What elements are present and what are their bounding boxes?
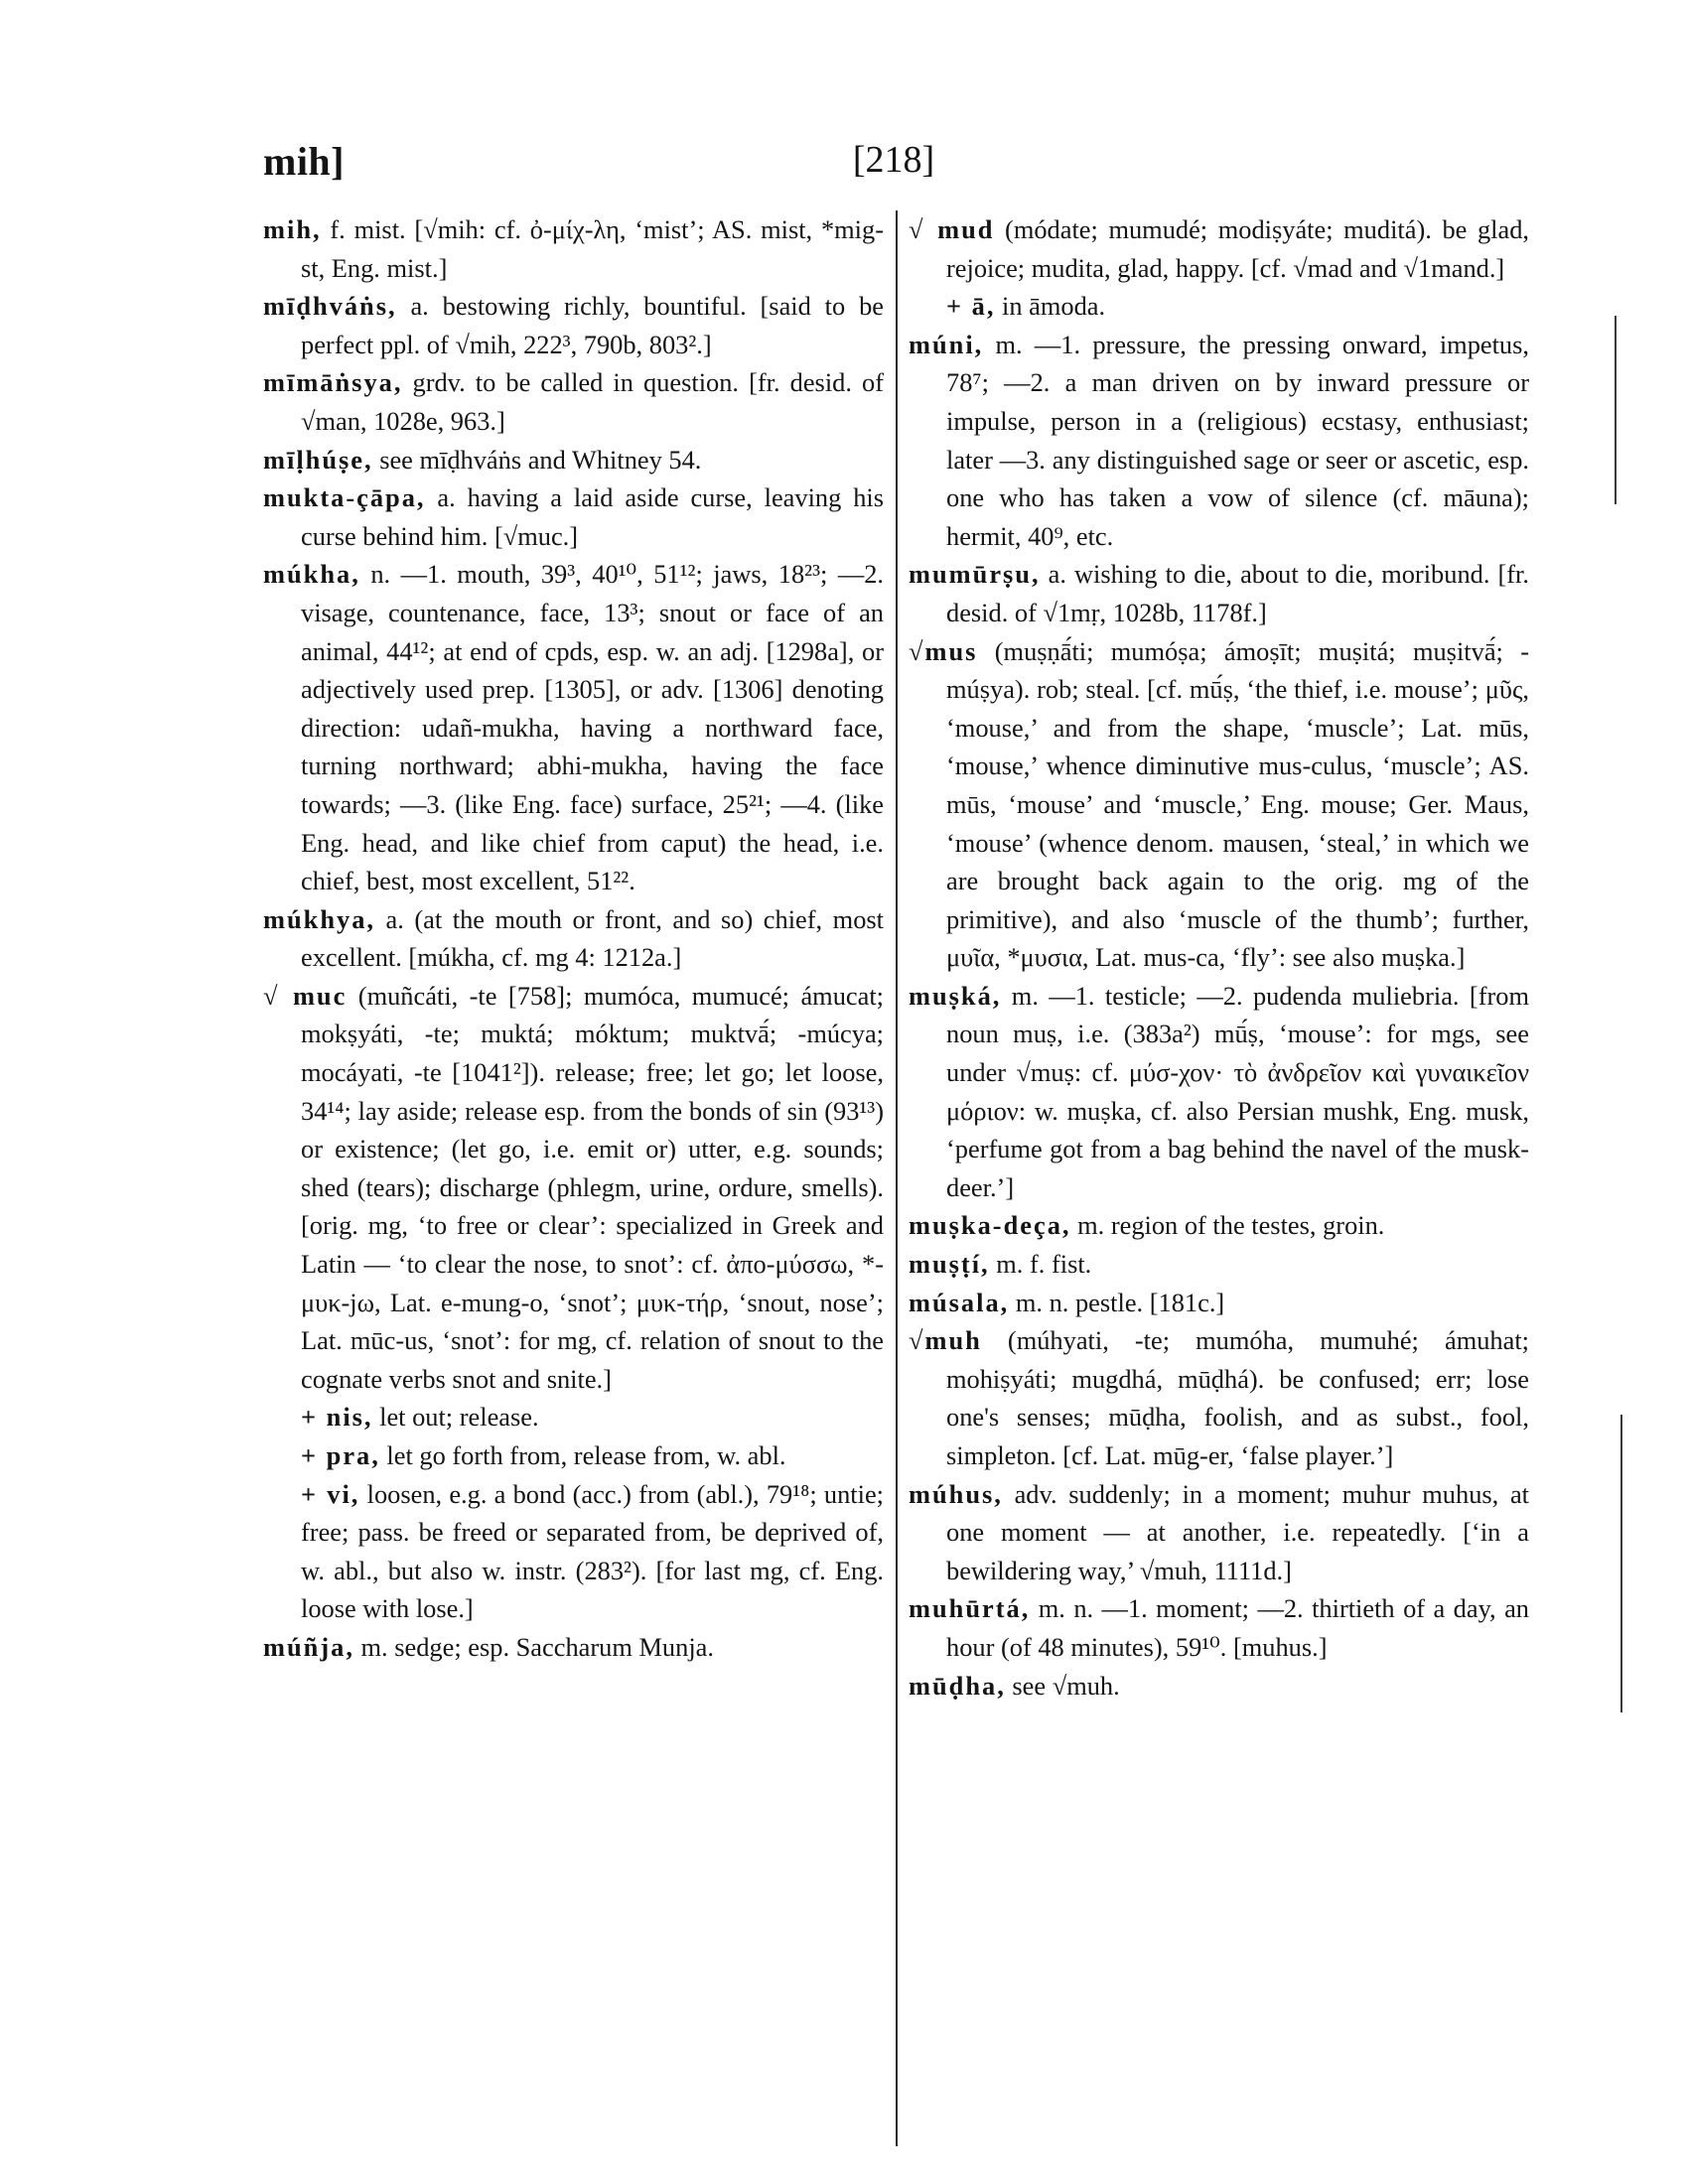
definition: n. —1. mouth, 39³, 40¹⁰, 51¹²; jaws, 18²³; —2. visage, countenance, face, 13³; snout or face of an animal, 44¹²; at end of cpds, esp. w. an adj. [1298a], or adjectively used prep. [1305], or adv. [1306] denoting direction: udañ-mukha, having a northward face, turning northward; abhi-mukha, having the face towards; —3. (like Eng. face) surface, 25²¹; —4. (like Eng. head, and like chief from caput) the head, i.e. chief, best, most excellent, 51²².	[301, 559, 884, 896]
headword: muhūrtá,	[909, 1593, 1031, 1624]
headword: + ā,	[946, 291, 996, 322]
definition: m. f. fist.	[989, 1249, 1092, 1280]
dictionary-entry	[263, 210, 884, 287]
dictionary-entry	[263, 977, 884, 1399]
definition: (múhyati, -te; mumóha, mumuhé; ámuhat; mohiṣyáti; mugdhá, mūḍhá). be confused; err; lose one's senses; mūḍha, foolish, and as subst., fool, simpleton. [cf. Lat. mūg-er, ‘false player.’]	[946, 1325, 1529, 1470]
definition: (módate; mumudé; modiṣyáte; muditá). be glad, rejoice; mudita, glad, happy. [cf. √mad and √1mand.]	[946, 214, 1529, 283]
headword: √muh	[909, 1325, 982, 1356]
dictionary-entry	[263, 1475, 884, 1628]
definition: see mīḍhváṅs and Whitney 54.	[372, 444, 702, 475]
column-divider	[896, 210, 898, 2146]
dictionary-entry	[263, 1398, 884, 1436]
headword: mīḷhúṣe,	[263, 444, 373, 475]
dictionary-entry	[909, 977, 1529, 1207]
dictionary-entry	[909, 1245, 1529, 1284]
dictionary-entry	[909, 555, 1529, 631]
headword: múhus,	[909, 1478, 1003, 1509]
dictionary-entry	[909, 1475, 1529, 1590]
dictionary-entry	[909, 1589, 1529, 1666]
headword: √mus	[909, 635, 978, 666]
definition: m. n. pestle. [181c.]	[1009, 1287, 1225, 1317]
margin-mark	[1615, 316, 1617, 504]
dictionary-entry	[909, 210, 1529, 287]
definition: m. sedge; esp. Saccharum Munja.	[353, 1631, 714, 1662]
dictionary-entry	[909, 1284, 1529, 1322]
headword: muṣka-deça,	[909, 1210, 1071, 1241]
headword: √ mud	[909, 214, 995, 244]
headword: + vi,	[301, 1478, 360, 1509]
guide-word: mih]	[263, 139, 345, 184]
definition: a. bestowing richly, bountiful. [said to be perfect ppl. of √mih, 222³, 790b, 803².]	[301, 291, 884, 359]
dictionary-entry	[263, 1436, 884, 1475]
headword: + pra,	[301, 1440, 380, 1470]
dictionary-entry	[909, 1206, 1529, 1245]
dictionary-entry	[263, 555, 884, 899]
dictionary-entry	[263, 478, 884, 555]
headword: + nis,	[301, 1402, 373, 1433]
headword: múñja,	[263, 1631, 354, 1662]
definition: loosen, e.g. a bond (acc.) from (abl.), 79¹⁸; untie; free; pass. be freed or separated from, be deprived of, w. abl., but also w. instr. (283²). [for last mg, cf. Eng. loose with lose.]	[301, 1478, 884, 1624]
dictionary-entry	[263, 1628, 884, 1667]
dictionary-entry	[909, 1667, 1529, 1706]
definition: (muñcáti, -te [758]; mumóca, mumucé; ámucat; mokṣyáti, -te; muktá; móktum; muktvā́; -múcya; mocáyati, -te [1041²]). release; free; let go; let loose, 34¹⁴; lay aside; release esp. from the bonds of sin (93¹³) or existence; (let go, i.e. emit or) utter, e.g. sounds; shed (tears); discharge (phlegm, urine, ordure, smells). [orig. mg, ‘to free or clear’: specialized in Greek and Latin — ‘to clear the nose, to snot’: cf. ἀπο-μύσσω, *-μυκ-jω, Lat. e-mung-o, ‘snot’; μυκ-τήρ, ‘snout, nose’; Lat. mūc-us, ‘snot’: for mg, cf. relation of snout to the cognate verbs snot and snite.]	[301, 980, 884, 1394]
page-header	[263, 134, 1524, 194]
headword: muṣká,	[909, 980, 1002, 1011]
dictionary-entry	[263, 287, 884, 363]
definition: let out; release.	[372, 1402, 539, 1433]
definition: a. (at the mouth or front, and so) chief, most excellent. [múkha, cf. mg 4: 1212a.]	[301, 903, 884, 973]
definition: m. —1. testicle; —2. pudenda muliebria. [from noun muṣ, i.e. (383a²) mū́ṣ, ‘mouse’: for mgs, see under √muṣ: cf. μύσ-χον· τὸ ἀνδρεῖον καὶ γυναικεῖον μόριον: w. muṣka, cf. also Persian mushk, Eng. musk, ‘perfume got from a bag behind the navel of the musk-deer.’]	[946, 980, 1529, 1202]
headword: mīmāṅsya,	[263, 367, 403, 398]
dictionary-entry	[909, 287, 1529, 326]
dictionary-entry	[263, 363, 884, 440]
definition: grdv. to be called in question. [fr. desid. of √man, 1028e, 963.]	[301, 367, 884, 436]
headword: múkhya,	[263, 903, 376, 934]
definition: (muṣṇā́ti; mumóṣa; ámoṣīt; muṣitá; muṣitvā́; -múṣya). rob; steal. [cf. mū́ṣ, ‘the thief, i.e. mouse’; μῦς, ‘mouse,’ and from the shape, ‘muscle’; Lat. mūs, ‘mouse,’ whence diminutive mus-culus, ‘muscle’; AS. mūs, ‘mouse’ and ‘muscle,’ Eng. mouse; Ger. Maus, ‘mouse’ (whence denom. mausen, ‘steal,’ in which we are brought back again to the orig. mg of the primitive), and also ‘muscle of the thumb’; further, μυῖα, *μυσια, Lat. mus-ca, ‘fly’: see also muṣka.]	[946, 635, 1529, 973]
headword: mumūrṣu,	[909, 559, 1041, 590]
headword: múkha,	[263, 559, 360, 590]
left-column	[263, 210, 884, 1667]
definition: in āmoda.	[995, 291, 1106, 322]
definition: m. —1. pressure, the pressing onward, impetus, 78⁷; —2. a man driven on by inward pressure or impulse, person in a (religious) ecstasy, enthusiast; later —3. any distinguished sage or seer or ascetic, esp. one who has taken a vow of silence (cf. māuna); hermit, 40⁹, etc.	[946, 329, 1529, 551]
right-column	[909, 210, 1529, 1705]
definition: adv. suddenly; in a moment; muhur muhus, at one moment — at another, i.e. repeatedly. [‘in a bewildering way,’ √muh, 1111d.]	[946, 1478, 1529, 1585]
dictionary-entry	[263, 900, 884, 977]
headword: mūḍha,	[909, 1670, 1006, 1701]
dictionary-entry	[909, 326, 1529, 556]
definition: m. region of the testes, groin.	[1070, 1210, 1385, 1241]
headword: músala,	[909, 1287, 1010, 1317]
headword: mih,	[263, 214, 322, 244]
margin-mark	[1620, 1415, 1622, 1712]
headword: múni,	[909, 329, 984, 359]
headword: √ muc	[263, 980, 348, 1011]
definition: f. mist. [√mih: cf. ὀ-μίχ-λη, ‘mist’; AS. mist, *mig-st, Eng. mist.]	[301, 214, 884, 283]
headword: muṣṭí,	[909, 1249, 990, 1280]
headword: mukta-çāpa,	[263, 482, 426, 513]
definition: a. wishing to die, about to die, moribund. [fr. desid. of √1mṛ, 1028b, 1178f.]	[946, 559, 1529, 627]
dictionary-entry	[909, 632, 1529, 977]
dictionary-entry	[909, 1321, 1529, 1474]
definition: let go forth from, release from, w. abl.	[379, 1440, 786, 1470]
definition: m. n. —1. moment; —2. thirtieth of a day, an hour (of 48 minutes), 59¹⁰. [muhus.]	[946, 1593, 1529, 1662]
definition: see √muh.	[1005, 1670, 1120, 1701]
headword: mīḍhváṅs,	[263, 291, 397, 322]
definition: a. having a laid aside curse, leaving his curse behind him. [√muc.]	[301, 482, 884, 551]
dictionary-entry	[263, 441, 884, 479]
page-number: [218]	[852, 139, 935, 181]
